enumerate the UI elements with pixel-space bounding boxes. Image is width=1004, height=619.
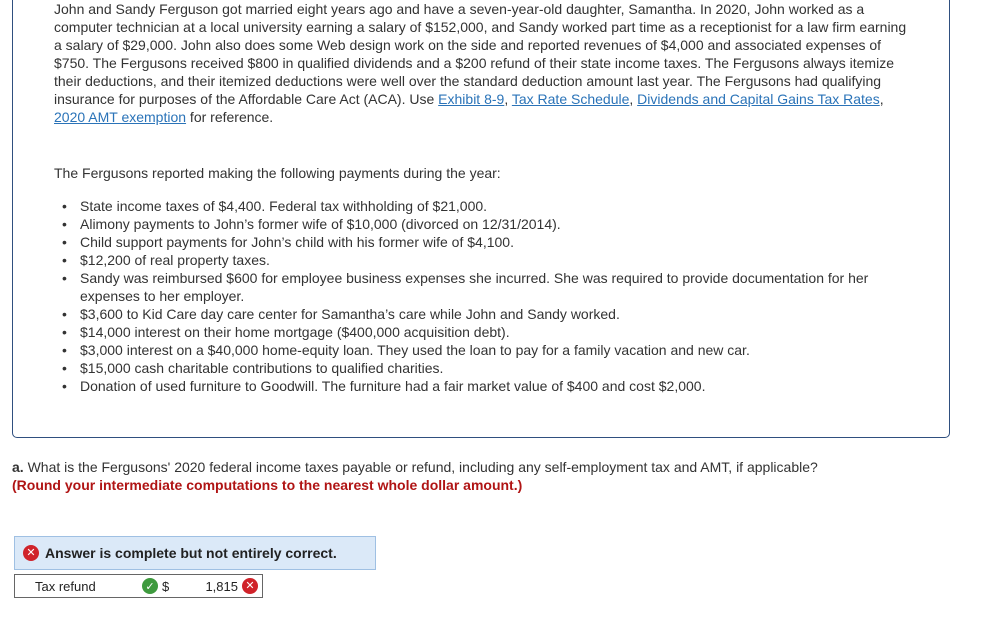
problem-statement: John and Sandy Ferguson got married eight years ago and have a seven-year-old daughter, Samantha. In 2020, John worked as a computer technician at a local university earning a salary of $152,000, and Sandy worked part time as a receptionist for a law firm earning a salary of $29,000. John also does some Web design work on the side and reported revenues of $4,000 and associated expenses of $750. The Fergusons received $800 in qualified dividends and a $200 refund of their state income taxes. The Fergusons always itemize their deductions, and their itemized deductions were well over the standard deduction amount last year. The Fergusons had qualifying insurance for purposes of the Affordable Care Act (ACA). Use Exhibit 8-9, Tax Rate Schedule, Dividends and Capital Gains Tax Rates, 2020 AMT exemption for reference. — [54, 1, 907, 125]
list-item: • $3,000 interest on a $40,000 home-equity loan. They used the loan to pay for a family vacation and new car. — [54, 341, 914, 359]
payments-intro: The Fergusons reported making the following payments during the year: — [54, 165, 501, 181]
incorrect-icon: ✕ — [23, 545, 39, 561]
tax-rate-schedule-link[interactable]: Tax Rate Schedule — [511, 91, 630, 107]
list-item: • Alimony payments to John’s former wife of $10,000 (divorced on 12/31/2014). — [54, 215, 914, 233]
answer-row — [14, 574, 263, 598]
list-item: • Sandy was reimbursed $600 for employee business expenses she incurred. She was required to provide documentation for her expenses to her employer. — [54, 269, 914, 305]
exhibit-link[interactable]: Exhibit 8-9 — [438, 91, 505, 107]
list-item: • Child support payments for John’s child with his former wife of $4,100. — [54, 233, 914, 251]
list-item: • Donation of used furniture to Goodwill. The furniture had a fair market value of $400 and cost $2,000. — [54, 377, 914, 395]
question-text: What is the Fergusons' 2020 federal income taxes payable or refund, including any self-employment tax and AMT, if applicable? — [23, 459, 818, 475]
answer-label: Tax refund — [35, 578, 96, 594]
correct-check-icon: ✓ — [142, 578, 158, 594]
answer-status-text: Answer is complete but not entirely correct. — [45, 545, 337, 561]
question-label: a. — [12, 459, 24, 475]
answer-status-banner — [14, 536, 376, 570]
amt-exemption-link[interactable]: 2020 AMT exemption — [54, 109, 187, 125]
incorrect-icon: ✕ — [242, 578, 258, 594]
answer-value[interactable]: 1,815 — [205, 578, 238, 594]
dividends-rates-link[interactable]: Dividends and Capital Gains Tax Rates — [637, 91, 880, 107]
problem-text: John and Sandy Ferguson got married eight years ago and have a seven-year-old daughter, Samantha. In 2020, John worked as a computer technician at a local university earning a salary of $152,000, and Sandy worked part time as a receptionist for a law firm earning a salary of $29,000. John also does some Web design work on the side and reported revenues of $4,000 and associated expenses of $750. The Fergusons received $800 in qualified dividends and a $200 refund of their state income taxes. The Fergusons always itemize their deductions, and their itemized deductions were well over the standard deduction amount last year. The Fergusons had qualifying insurance for purposes of the Affordable Care Act (ACA). Use — [54, 1, 907, 107]
rounding-note: (Round your intermediate computations to the nearest whole dollar amount.) — [12, 477, 523, 493]
list-item: • $3,600 to Kid Care day care center for Samantha’s care while John and Sandy worked. — [54, 305, 914, 323]
question — [12, 458, 972, 494]
list-item: • $14,000 interest on their home mortgage ($400,000 acquisition debt). — [54, 323, 914, 341]
list-item: • $15,000 cash charitable contributions to qualified charities. — [54, 359, 914, 377]
list-item: • State income taxes of $4,400. Federal tax withholding of $21,000. — [54, 197, 914, 215]
currency-symbol: $ — [162, 578, 170, 594]
payments-list — [54, 197, 914, 395]
list-item: • $12,200 of real property taxes. — [54, 251, 914, 269]
